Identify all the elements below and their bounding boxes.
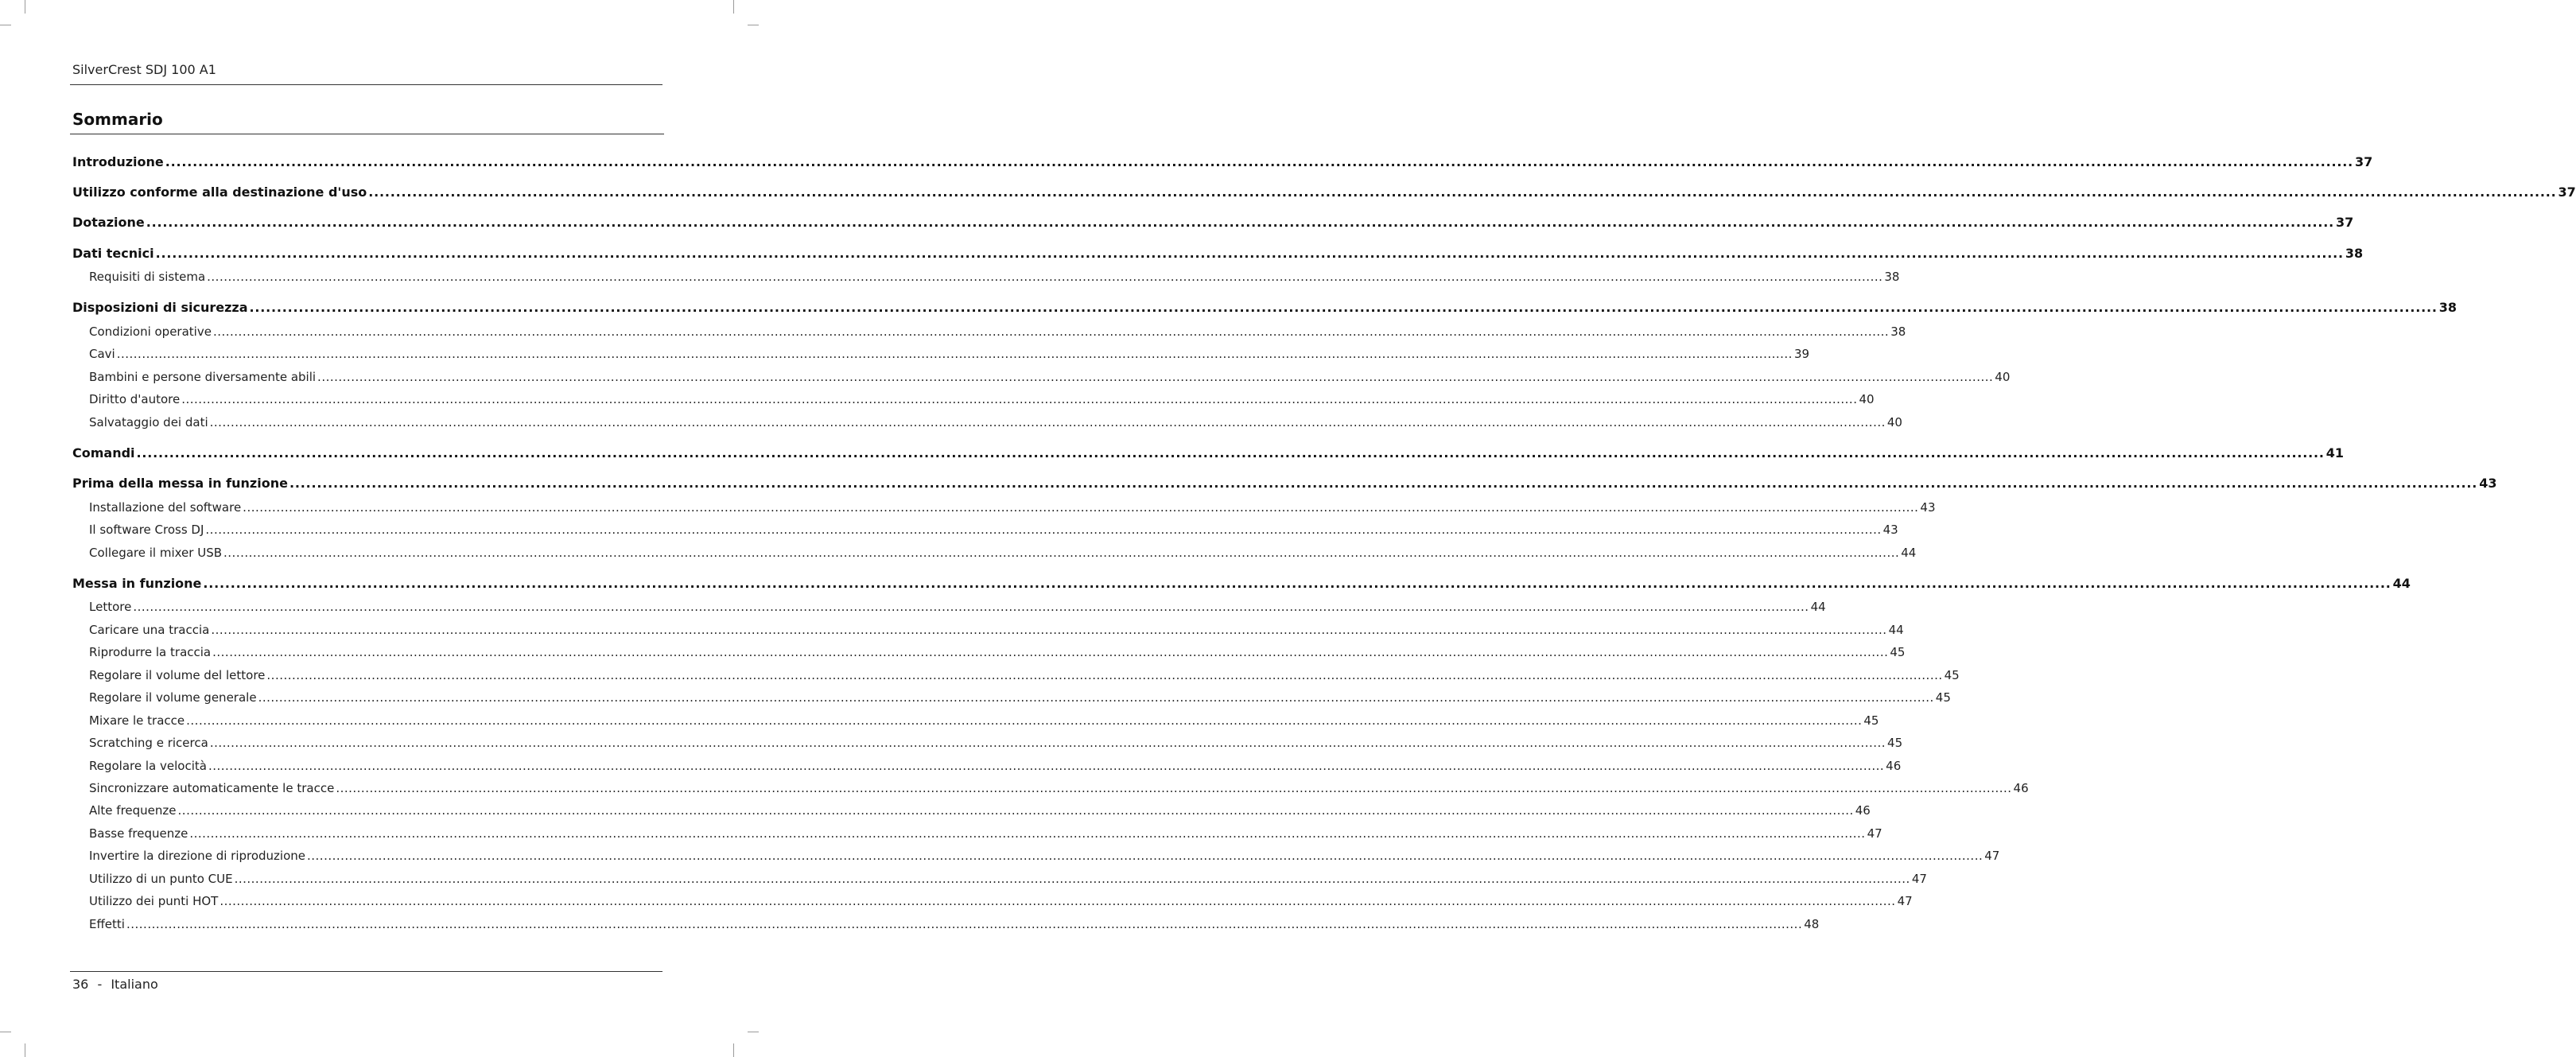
toc-entry	[72, 324, 1906, 339]
toc-entry	[72, 600, 1826, 614]
toc-entry-title: Il software Cross DJ	[89, 523, 204, 537]
toc-entry	[72, 246, 2364, 261]
toc-entry-title: Prima della messa in funzione	[72, 476, 288, 491]
toc-entry	[72, 523, 1898, 537]
toc-entry	[72, 690, 1951, 705]
toc-entry-title: Caricare una traccia	[89, 623, 210, 637]
toc-leader-dots: ................................................................................................................................................................................................................................................................................................................................................................................................................	[249, 300, 2438, 315]
toc-leader-dots: ................................................................................................................................................................................................................................................................................................................................................................................................................	[186, 713, 1863, 728]
toc-entry-page-number: 39	[1793, 347, 1810, 361]
toc-entry-page-number: 43	[2479, 476, 2497, 491]
toc-entry-title: Bambini e persone diversamente abili	[89, 370, 317, 384]
toc-entry-title: Sincronizzare automaticamente le tracce	[89, 781, 335, 795]
toc-entry-page-number: 46	[2013, 781, 2029, 795]
toc-leader-dots: ................................................................................................................................................................................................................................................................................................................................................................................................................	[208, 759, 1885, 773]
toc-entry-page-number: 43	[1882, 523, 1898, 537]
toc-leader-dots: ................................................................................................................................................................................................................................................................................................................................................................................................................	[368, 185, 2557, 200]
toc-entry	[72, 185, 2576, 200]
toc-leader-dots: ................................................................................................................................................................................................................................................................................................................................................................................................................	[155, 246, 2344, 261]
toc-entry-page-number: 45	[1944, 668, 1960, 682]
toc-leader-dots: ................................................................................................................................................................................................................................................................................................................................................................................................................	[336, 781, 2012, 795]
toc-entry	[72, 872, 1927, 886]
page-title: Sommario	[72, 110, 163, 129]
toc-leader-dots: ................................................................................................................................................................................................................................................................................................................................................................................................................	[181, 392, 1858, 406]
toc-entry-title: Regolare la velocità	[89, 759, 207, 773]
toc-leader-dots: ................................................................................................................................................................................................................................................................................................................................................................................................................	[177, 803, 1854, 818]
header-product-name: SilverCrest SDJ 100 A1	[72, 62, 216, 77]
toc-entry-page-number: 45	[1887, 736, 1903, 750]
toc-entry-page-number: 46	[1886, 759, 1902, 773]
toc-leader-dots: ................................................................................................................................................................................................................................................................................................................................................................................................................	[209, 415, 1886, 429]
toc-leader-dots: ................................................................................................................................................................................................................................................................................................................................................................................................................	[234, 872, 1910, 886]
toc-entry-title: Comandi	[72, 445, 135, 460]
toc-entry	[72, 713, 1879, 728]
footer-rule	[70, 971, 662, 972]
toc-entry	[72, 781, 2029, 795]
toc-entry-title: Utilizzo di un punto CUE	[89, 872, 233, 886]
toc-entry-title: Lettore	[89, 600, 132, 614]
toc-entry-title: Invertire la direzione di riproduzione	[89, 849, 305, 863]
toc-entry-page-number: 45	[1890, 645, 1906, 659]
toc-entry-title: Installazione del software	[89, 500, 242, 515]
toc-entry-page-number: 47	[1984, 849, 2000, 863]
toc-entry-title: Utilizzo conforme alla destinazione d'uso	[72, 185, 367, 200]
footer-page-number: 36	[72, 977, 89, 992]
toc-entry-page-number: 38	[2438, 300, 2457, 315]
toc-entry-title: Messa in funzione	[72, 576, 202, 591]
toc-entry-page-number: 38	[1890, 324, 1906, 339]
toc-entry-page-number: 47	[1897, 894, 1913, 908]
toc-entry-page-number: 40	[1859, 392, 1875, 406]
toc-entry	[72, 270, 1900, 284]
toc-leader-dots: ................................................................................................................................................................................................................................................................................................................................................................................................................	[146, 215, 2334, 230]
toc-leader-dots: ................................................................................................................................................................................................................................................................................................................................................................................................................	[203, 576, 2391, 591]
toc-leader-dots: ................................................................................................................................................................................................................................................................................................................................................................................................................	[258, 690, 1934, 705]
toc-entry	[72, 476, 2497, 491]
toc-entry	[72, 370, 2011, 384]
toc-entry-title: Disposizioni di sicurezza	[72, 300, 248, 315]
crop-mark	[733, 0, 734, 14]
toc-entry-page-number: 40	[1995, 370, 2011, 384]
toc-leader-dots: ................................................................................................................................................................................................................................................................................................................................................................................................................	[266, 668, 1943, 682]
toc-entry	[72, 576, 2411, 591]
toc-leader-dots: ................................................................................................................................................................................................................................................................................................................................................................................................................	[136, 445, 2325, 460]
toc-entry-page-number: 44	[2392, 576, 2411, 591]
toc-entry-page-number: 44	[1888, 623, 1904, 637]
toc-entry-page-number: 45	[1935, 690, 1951, 705]
toc-entry-title: Requisiti di sistema	[89, 270, 206, 284]
toc-entry-page-number: 47	[1867, 826, 1882, 841]
footer	[72, 977, 158, 992]
toc-entry	[72, 736, 1903, 750]
toc-leader-dots: ................................................................................................................................................................................................................................................................................................................................................................................................................	[243, 500, 1919, 515]
toc-entry-page-number: 46	[1855, 803, 1871, 818]
toc-leader-dots: ................................................................................................................................................................................................................................................................................................................................................................................................................	[165, 154, 2353, 169]
toc-entry	[72, 445, 2345, 460]
toc-entry-title: Alte frequenze	[89, 803, 177, 818]
toc-entry	[72, 826, 1882, 841]
toc-entry-page-number: 48	[1804, 917, 1820, 931]
toc-entry-page-number: 37	[2355, 154, 2373, 169]
toc-entry	[72, 546, 1917, 560]
toc-entry-title: Mixare le tracce	[89, 713, 185, 728]
toc-entry-title: Condizioni operative	[89, 324, 212, 339]
toc-entry-page-number: 41	[2325, 445, 2345, 460]
toc-leader-dots: ................................................................................................................................................................................................................................................................................................................................................................................................................	[317, 370, 1994, 384]
toc-entry-title: Salvataggio dei dati	[89, 415, 208, 429]
toc-entry	[72, 917, 1820, 931]
toc-entry-title: Utilizzo dei punti HOT	[89, 894, 219, 908]
toc-leader-dots: ................................................................................................................................................................................................................................................................................................................................................................................................................	[133, 600, 1809, 614]
toc-leader-dots: ................................................................................................................................................................................................................................................................................................................................................................................................................	[212, 324, 1890, 339]
toc-leader-dots: ................................................................................................................................................................................................................................................................................................................................................................................................................	[205, 523, 1882, 537]
toc-entry	[72, 392, 1875, 406]
toc-entry-title: Effetti	[89, 917, 125, 931]
toc-entry	[72, 154, 2373, 169]
toc-leader-dots: ................................................................................................................................................................................................................................................................................................................................................................................................................	[116, 347, 1793, 361]
toc-entry-page-number: 37	[2336, 215, 2354, 230]
toc-leader-dots: ................................................................................................................................................................................................................................................................................................................................................................................................................	[220, 894, 1896, 908]
toc-entry	[72, 645, 1906, 659]
toc-entry-title: Diritto d'autore	[89, 392, 181, 406]
toc-leader-dots: ................................................................................................................................................................................................................................................................................................................................................................................................................	[209, 736, 1886, 750]
toc-entry	[72, 849, 2000, 863]
toc-entry-page-number: 38	[1884, 270, 1900, 284]
toc-entry-title: Basse frequenze	[89, 826, 188, 841]
toc-entry-page-number: 43	[1920, 500, 1936, 515]
toc-leader-dots: ................................................................................................................................................................................................................................................................................................................................................................................................................	[289, 476, 2478, 491]
toc-leader-dots: ................................................................................................................................................................................................................................................................................................................................................................................................................	[211, 623, 1887, 637]
toc-leader-dots: ................................................................................................................................................................................................................................................................................................................................................................................................................	[189, 826, 1866, 841]
toc-leader-dots: ................................................................................................................................................................................................................................................................................................................................................................................................................	[307, 849, 1983, 863]
toc-leader-dots: ................................................................................................................................................................................................................................................................................................................................................................................................................	[223, 546, 1900, 560]
toc-entry-page-number: 37	[2558, 185, 2576, 200]
toc-entry-title: Introduzione	[72, 154, 164, 169]
crop-mark	[733, 1043, 734, 1057]
footer-separator: -	[97, 977, 103, 992]
toc-entry-title: Regolare il volume del lettore	[89, 668, 266, 682]
toc-entry-title: Scratching e ricerca	[89, 736, 208, 750]
toc-entry	[72, 894, 1913, 908]
toc-entry-page-number: 44	[1810, 600, 1826, 614]
toc-entry	[72, 415, 1902, 429]
toc-leader-dots: ................................................................................................................................................................................................................................................................................................................................................................................................................	[207, 270, 1883, 284]
toc-leader-dots: ................................................................................................................................................................................................................................................................................................................................................................................................................	[212, 645, 1889, 659]
toc-leader-dots: ................................................................................................................................................................................................................................................................................................................................................................................................................	[126, 917, 1803, 931]
header-rule	[70, 84, 662, 85]
toc-entry	[72, 759, 1902, 773]
toc-entry	[72, 668, 1960, 682]
toc-entry-title: Riprodurre la traccia	[89, 645, 212, 659]
toc-entry	[72, 500, 1936, 515]
toc-entry-title: Cavi	[89, 347, 115, 361]
toc-entry-title: Dotazione	[72, 215, 145, 230]
toc-entry-page-number: 40	[1886, 415, 1902, 429]
toc-entry	[72, 803, 1871, 818]
toc-entry-title: Dati tecnici	[72, 246, 154, 261]
toc-entry	[72, 623, 1904, 637]
toc-entry	[72, 215, 2354, 230]
toc-entry-title: Collegare il mixer USB	[89, 546, 223, 560]
toc-entry-page-number: 44	[1901, 546, 1917, 560]
toc-entry-page-number: 38	[2345, 246, 2364, 261]
toc-entry	[72, 300, 2457, 315]
toc-entry-page-number: 47	[1911, 872, 1927, 886]
toc-entry-title: Regolare il volume generale	[89, 690, 257, 705]
toc-entry-page-number: 45	[1863, 713, 1879, 728]
toc-entry	[72, 347, 1810, 361]
footer-language: Italiano	[111, 977, 158, 992]
